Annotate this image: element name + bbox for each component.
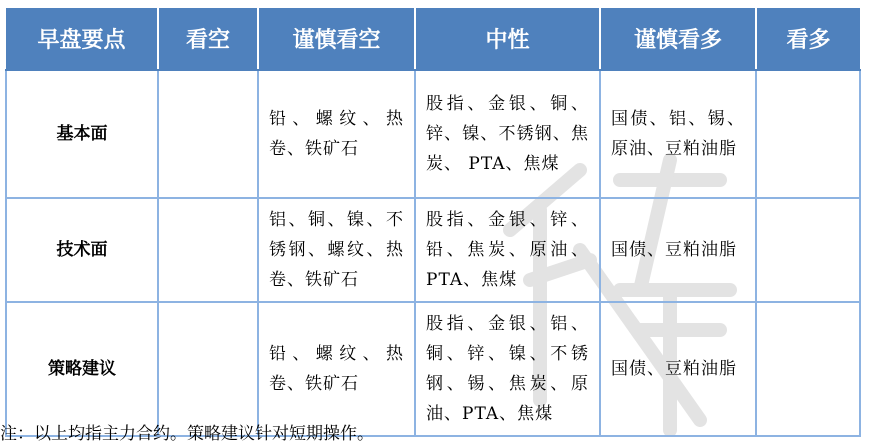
table-cell-bullish — [756, 302, 860, 436]
table-row-strategy — [6, 302, 860, 436]
row-label: 基本面 — [6, 70, 158, 198]
table-cell-bearish — [158, 198, 258, 302]
table-cell-neutral: 股指、金银、锌、铅、焦炭、原油、PTA、焦煤 — [415, 198, 600, 302]
header-cell-morning-points: 早盘要点 — [6, 8, 158, 70]
table-row-fundamentals — [6, 70, 860, 198]
header-row — [6, 8, 860, 70]
header-cell-cautious-bullish: 谨慎看多 — [600, 8, 756, 70]
header-cell-cautious-bearish: 谨慎看空 — [258, 8, 415, 70]
table-cell-cautious-bearish: 铅、螺纹、热卷、铁矿石 — [258, 70, 415, 198]
table-cell-bearish — [158, 70, 258, 198]
header-cell-bullish: 看多 — [756, 8, 860, 70]
table-cell-bullish — [756, 70, 860, 198]
table-cell-cautious-bearish: 铝、铜、镍、不锈钢、螺纹、热卷、铁矿石 — [258, 198, 415, 302]
table-cell-neutral: 股指、金银、铝、铜、锌、镍、不锈钢、锡、焦炭、原油、PTA、焦煤 — [415, 302, 600, 436]
table-cell-cautious-bearish: 铅、螺纹、热卷、铁矿石 — [258, 302, 415, 436]
table-cell-bearish — [158, 302, 258, 436]
header-cell-neutral: 中性 — [415, 8, 600, 70]
footnote: 注：以上均指主力合约。策略建议针对短期操作。 — [0, 424, 374, 444]
table-cell-cautious-bullish: 国债、豆粕油脂 — [600, 198, 756, 302]
row-label: 策略建议 — [6, 302, 158, 436]
market-outlook-table — [5, 8, 861, 437]
table-cell-cautious-bullish: 国债、铝、锡、原油、豆粕油脂 — [600, 70, 756, 198]
table-cell-neutral: 股指、金银、铜、锌、镍、不锈钢、焦炭、 PTA、焦煤 — [415, 70, 600, 198]
row-label: 技术面 — [6, 198, 158, 302]
header-cell-bearish: 看空 — [158, 8, 258, 70]
table-cell-bullish — [756, 198, 860, 302]
table-row-technicals — [6, 198, 860, 302]
table-cell-cautious-bullish: 国债、豆粕油脂 — [600, 302, 756, 436]
